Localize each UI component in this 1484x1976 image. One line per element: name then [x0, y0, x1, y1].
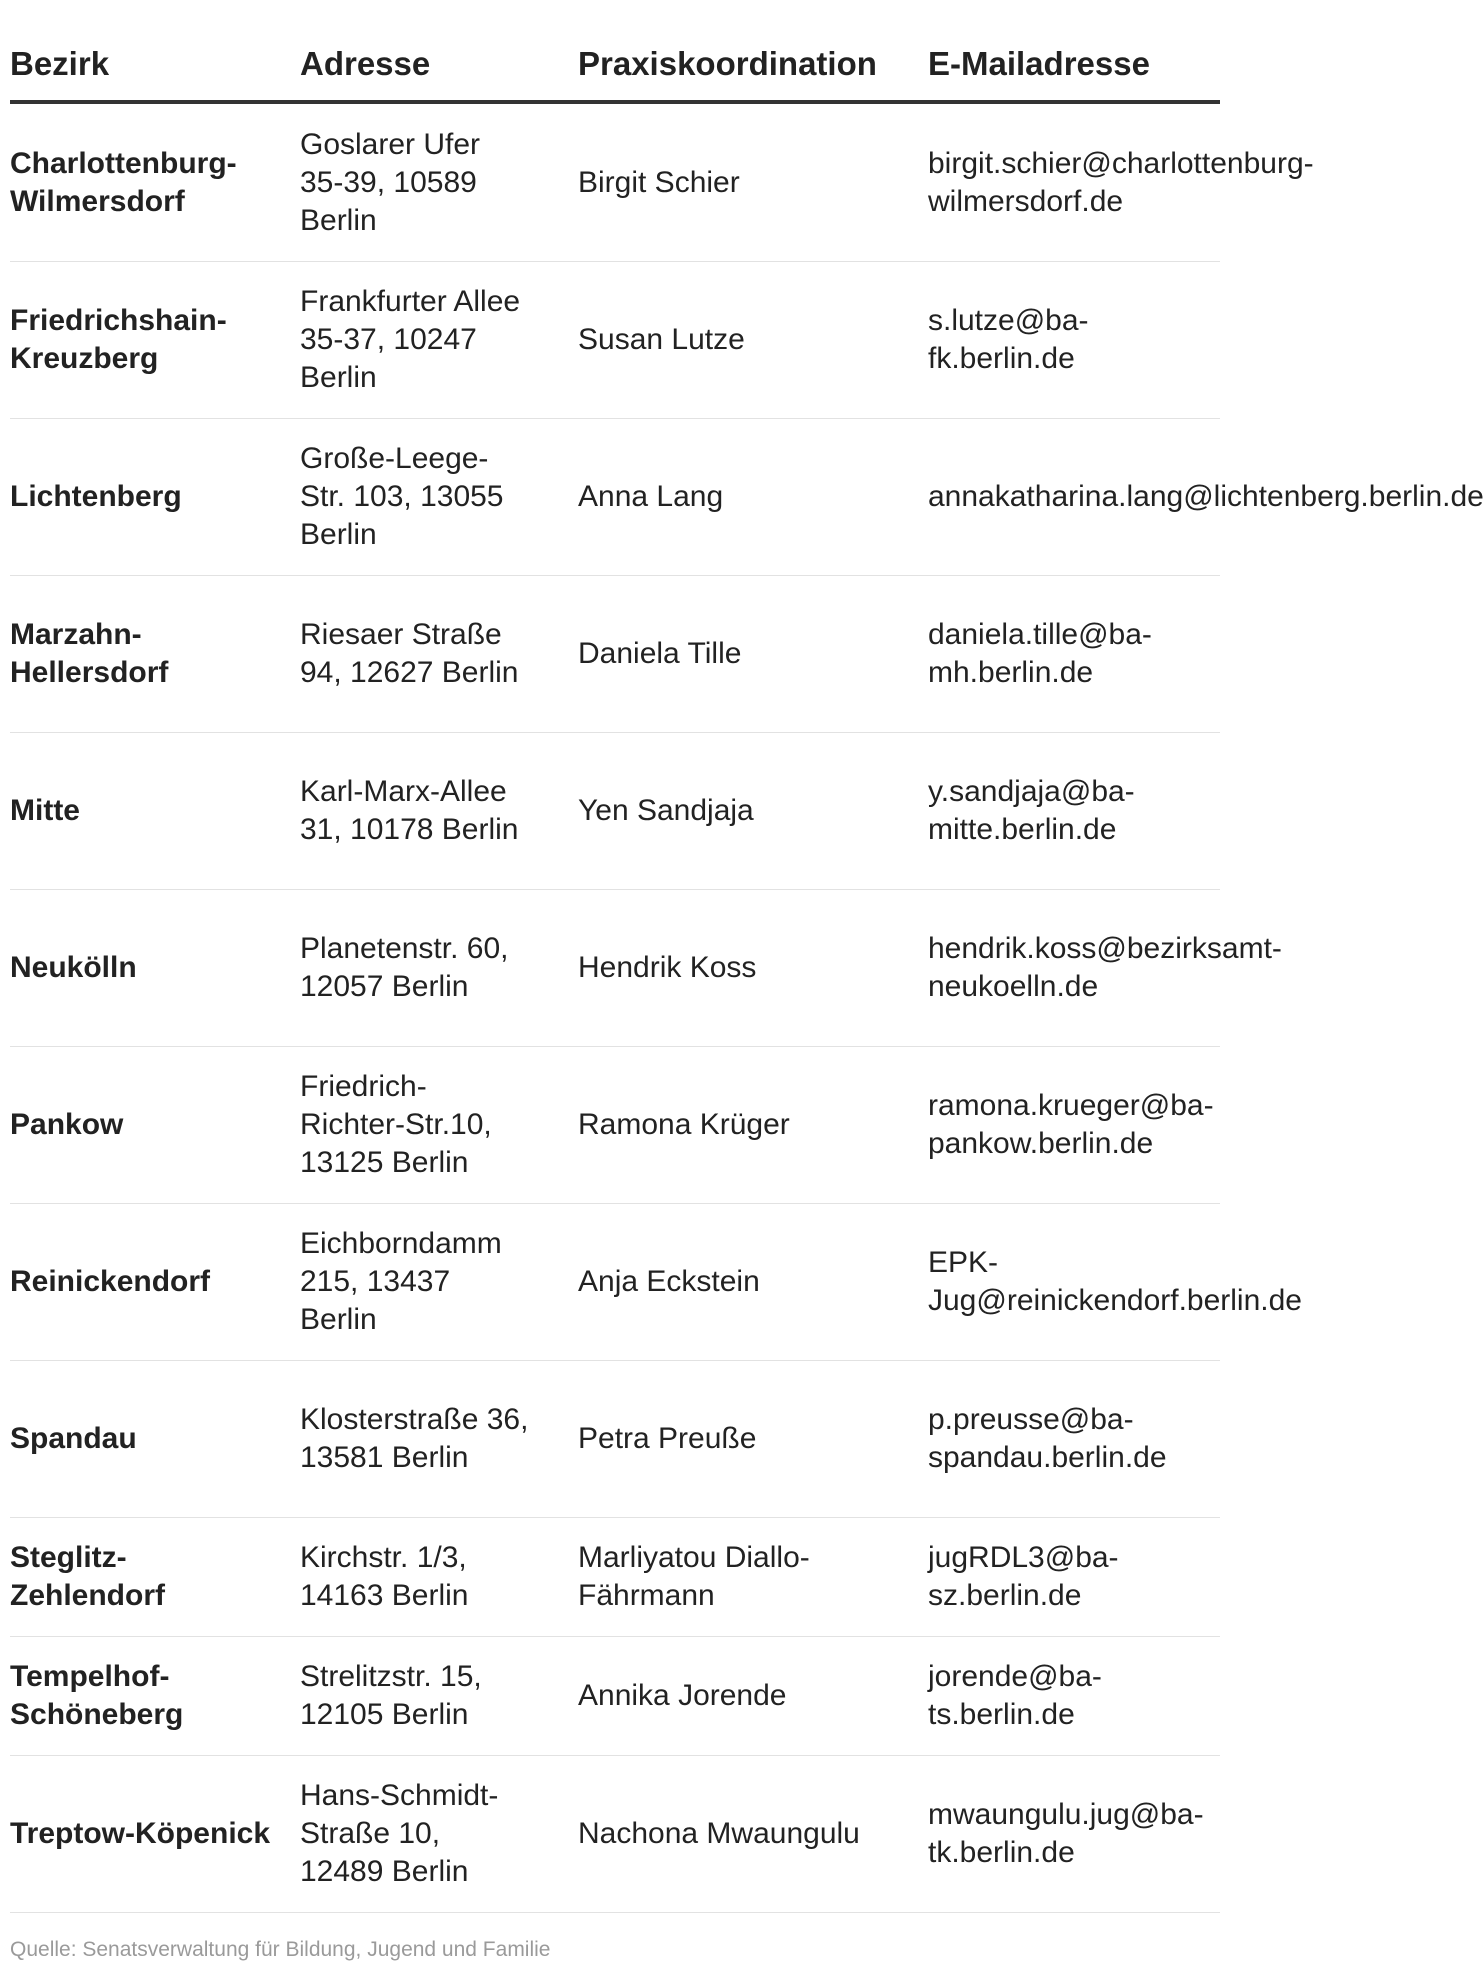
adresse-cell-text: Klosterstraße 36, 13581 Berlin [300, 1403, 529, 1474]
bezirk-cell-text: Mitte [10, 794, 80, 827]
adresse-cell-text: Planetenstr. 60, 12057 Berlin [300, 932, 509, 1003]
adresse-cell-text: Strelitzstr. 15, 12105 Berlin [300, 1660, 482, 1731]
adresse-cell [300, 1518, 530, 1636]
email-cell-text[interactable]: y.sandjaja@ba-mitte.berlin.de [928, 775, 1135, 846]
table-row [10, 1204, 1302, 1361]
email-cell[interactable] [928, 576, 1228, 732]
email-cell[interactable] [928, 1518, 1228, 1636]
bezirk-cell [10, 1637, 280, 1755]
praxiskoordination-cell-text: Daniela Tille [578, 637, 742, 670]
table-row [10, 419, 1484, 576]
table-row [10, 1756, 1220, 1913]
bezirk-cell-text: Pankow [10, 1108, 124, 1141]
email-cell-text[interactable]: hendrik.koss@bezirksamt-neukoelln.de [928, 932, 1282, 1003]
email-cell[interactable] [928, 1637, 1228, 1755]
bezirk-cell [10, 419, 280, 575]
email-cell-text[interactable]: jorende@ba-ts.berlin.de [928, 1660, 1102, 1731]
email-cell-text[interactable]: ramona.krueger@ba-pankow.berlin.de [928, 1089, 1214, 1160]
bezirk-cell-text: Marzahn-Hellersdorf [10, 618, 169, 689]
bezirk-cell [10, 576, 280, 732]
email-cell[interactable] [928, 1756, 1228, 1912]
bezirk-cell [10, 1361, 280, 1517]
praxiskoordination-cell-text: Petra Preuße [578, 1422, 757, 1455]
praxiskoordination-cell-text: Anja Eckstein [578, 1265, 760, 1298]
adresse-cell [300, 576, 530, 732]
bezirk-cell [10, 262, 280, 418]
bezirk-cell-text: Friedrichshain-Kreuzberg [10, 304, 227, 375]
adresse-cell-text: Frankfurter Allee 35-37, 10247 Berlin [300, 285, 521, 394]
adresse-cell-text: Hans-Schmidt-Straße 10, 12489 Berlin [300, 1779, 499, 1888]
praxiskoordination-cell [578, 1047, 878, 1203]
email-cell-text[interactable]: s.lutze@ba-fk.berlin.de [928, 304, 1089, 375]
praxiskoordination-cell [578, 419, 878, 575]
praxiskoordination-cell-text: Marliyatou Diallo-Fährmann [578, 1541, 810, 1612]
praxiskoordination-cell-text: Annika Jorende [578, 1679, 787, 1712]
praxiskoordination-cell-text: Ramona Krüger [578, 1108, 790, 1141]
praxiskoordination-cell [578, 1361, 878, 1517]
email-cell[interactable] [928, 262, 1228, 418]
praxiskoordination-cell-text: Hendrik Koss [578, 951, 757, 984]
header-emailadresse: E-Mailadresse [928, 45, 1150, 82]
adresse-cell [300, 104, 530, 261]
bezirk-cell-text: Spandau [10, 1422, 137, 1455]
table-row [10, 1637, 1220, 1756]
praxiskoordination-cell [578, 733, 878, 889]
praxiskoordination-cell [578, 104, 878, 261]
email-cell-text[interactable]: mwaungulu.jug@ba-tk.berlin.de [928, 1798, 1204, 1869]
email-cell[interactable] [928, 1204, 1302, 1360]
email-cell[interactable] [928, 1361, 1228, 1517]
bezirk-cell [10, 890, 280, 1046]
email-cell[interactable] [928, 104, 1314, 261]
table-row [10, 1518, 1220, 1637]
email-cell-text[interactable]: birgit.schier@charlottenburg- wilmersdorf.de [928, 146, 1314, 218]
bezirk-cell [10, 1047, 280, 1203]
bezirk-cell-text: Tempelhof-Schöneberg [10, 1660, 184, 1731]
table-row [10, 733, 1220, 890]
praxiskoordination-cell [578, 1518, 878, 1636]
table-row [10, 104, 1314, 262]
email-cell-text[interactable]: daniela.tille@ba-mh.berlin.de [928, 618, 1152, 689]
adresse-cell-text: Karl-Marx-Allee 31, 10178 Berlin [300, 775, 519, 846]
email-cell-text[interactable]: EPK-Jug@reinickendorf.berlin.de [928, 1246, 1302, 1317]
praxiskoordination-cell-text: Anna Lang [578, 480, 724, 513]
bezirk-cell-text: Neukölln [10, 951, 137, 984]
email-cell[interactable] [928, 890, 1282, 1046]
bezirk-cell-text: Lichtenberg [10, 480, 182, 513]
adresse-cell [300, 1204, 530, 1360]
email-cell-text[interactable]: p.preusse@ba-spandau.berlin.de [928, 1403, 1167, 1474]
praxiskoordination-cell [578, 1637, 878, 1755]
bezirk-cell [10, 1204, 280, 1360]
email-cell[interactable] [928, 419, 1484, 575]
praxiskoordination-cell [578, 262, 878, 418]
table-row [10, 1047, 1220, 1204]
bezirk-cell [10, 733, 280, 889]
praxiskoordination-cell-text: Nachona Mwaungulu [578, 1817, 860, 1850]
adresse-cell [300, 890, 530, 1046]
adresse-cell-text: Eichborndamm 215, 13437 Berlin [300, 1227, 502, 1336]
praxiskoordination-cell-text: Yen Sandjaja [578, 794, 754, 827]
adresse-cell [300, 1637, 530, 1755]
bezirk-cell [10, 1518, 280, 1636]
adresse-cell [300, 733, 530, 889]
table-container [10, 0, 1484, 1976]
praxiskoordination-cell-text: Birgit Schier [578, 165, 740, 199]
adresse-cell [300, 1756, 530, 1912]
header-praxiskoordination: Praxiskoordination [578, 45, 877, 82]
bezirk-cell [10, 1756, 280, 1912]
table-row [10, 1361, 1220, 1518]
praxiskoordination-cell-text: Susan Lutze [578, 323, 745, 356]
table-row [10, 262, 1220, 419]
adresse-cell-text: Kirchstr. 1/3, 14163 Berlin [300, 1541, 469, 1612]
bezirk-cell-text: Reinickendorf [10, 1265, 211, 1298]
adresse-cell [300, 1047, 530, 1203]
praxiskoordination-cell [578, 1756, 878, 1912]
table-header [10, 0, 1220, 104]
table-row [10, 890, 1282, 1047]
table-row [10, 576, 1220, 733]
adresse-cell-text: Große-Leege-Str. 103, 13055 Berlin [300, 442, 504, 551]
email-cell-text[interactable]: annakatharina.lang@lichtenberg.berlin.de [928, 480, 1484, 513]
adresse-cell [300, 262, 530, 418]
bezirk-cell-text: Steglitz-Zehlendorf [10, 1541, 165, 1612]
email-cell[interactable] [928, 1047, 1228, 1203]
bezirk-cell-text: Charlottenburg-Wilmersdorf [10, 146, 237, 218]
bezirk-cell [10, 104, 280, 261]
adresse-cell-text: Riesaer Straße 94, 12627 Berlin [300, 618, 519, 689]
header-adresse: Adresse [300, 45, 431, 82]
adresse-cell-text: Friedrich-Richter-Str.10, 13125 Berlin [300, 1070, 492, 1179]
praxiskoordination-cell [578, 890, 878, 1046]
adresse-cell [300, 419, 530, 575]
praxiskoordination-cell [578, 576, 878, 732]
email-cell[interactable] [928, 733, 1228, 889]
adresse-cell-text: Goslarer Ufer 35-39, 10589 Berlin [300, 127, 481, 237]
bezirk-cell-text: Treptow-Köpenick [10, 1817, 271, 1850]
source-note: Quelle: Senatsverwaltung für Bildung, Jugend und Familie [10, 1938, 551, 1961]
email-cell-text[interactable]: jugRDL3@ba-sz.berlin.de [928, 1541, 1119, 1612]
praxiskoordination-cell [578, 1204, 878, 1360]
header-bezirk: Bezirk [10, 45, 110, 82]
adresse-cell [300, 1361, 530, 1517]
